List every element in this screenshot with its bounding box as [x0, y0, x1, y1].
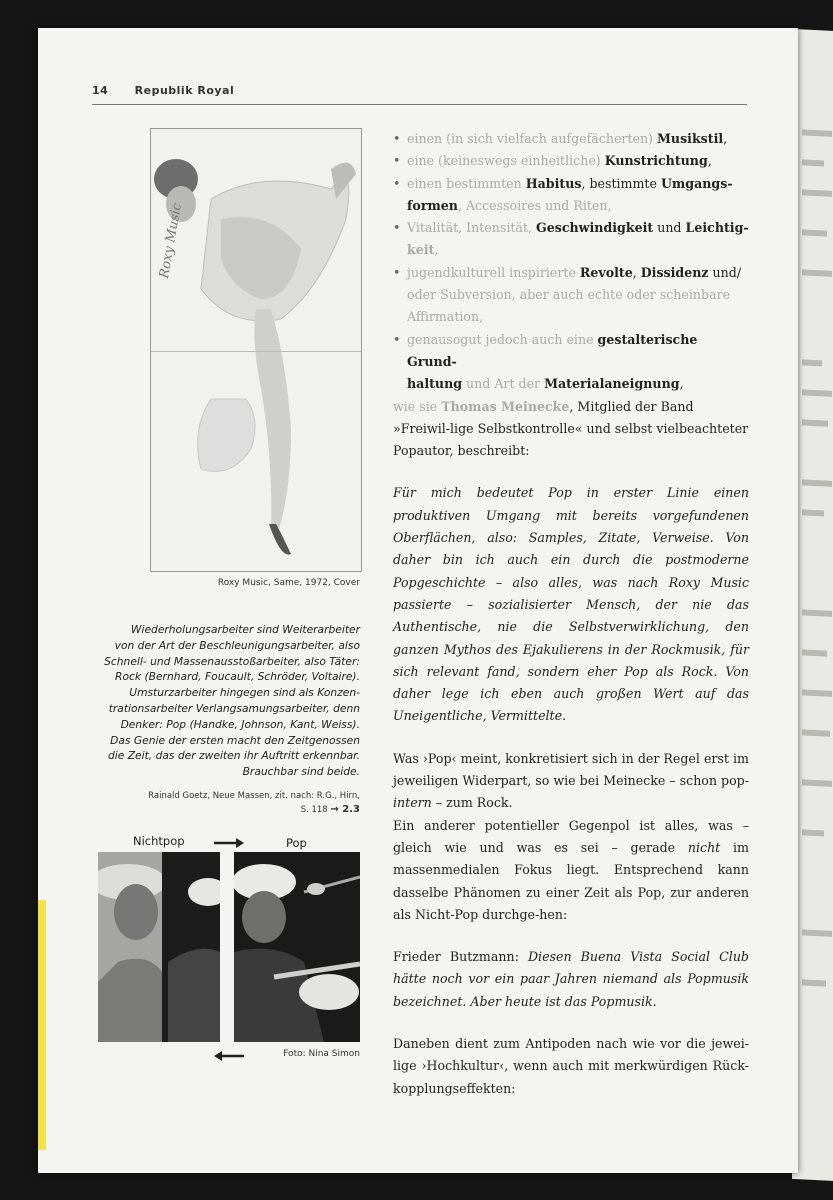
cover-caption: Roxy Music, Same, 1972, Cover [217, 578, 360, 588]
quote-source-page: S. 118 [300, 805, 328, 815]
yellow-page-edge [38, 900, 46, 1150]
quote-line: trationsarbeiter Verlangsamungsarbeiter, denn [108, 701, 360, 715]
paragraph: wie sie Thomas Meinecke, Mitglied der Band »Freiwil-lige Selbstkontrolle« und selbst vielbeachteter Popautor, beschreibt: [393, 398, 749, 459]
goetz-quote [96, 622, 360, 780]
quote-line: Umsturzarbeiter hingegen sind als Konzen- [129, 686, 360, 700]
list-item: • einen (in sich vielfach aufgefächerten) Musikstil, [393, 128, 749, 150]
running-header [92, 84, 234, 97]
page-number: 14 [92, 84, 109, 97]
header-rule [92, 104, 747, 105]
meinecke-quote: Für mich bedeutet Pop in erster Linie einen produktiven Umgang mit bereits vorgefundenen Oberflächen, also: Samples, Zitate, Verweise. Von daher bin ich auch ein durch die postmoderne Popgeschichte – also alles, was nach Roxy Music passierte – sozialisierter Mensch, der nie das Authentische, nie die Selbstverwirklichung, den ganzen Mythos des Ejakulierens in der Rockmusik, für sich relevant fand, sondern eher Pop als Rock. Von daher lege ich eben auch großen Wert auf das Uneigentliche, Vermittelte. [393, 485, 749, 724]
next-page-edge [792, 29, 833, 1181]
paragraph: Ein anderer potentieller Gegenpol ist alles, was – gleich wie und was es sei – gerade nicht im massenmedialen Fokus liegt. Entsprechend kann dasselbe Phänomen zu einer Zeit als Pop, zur anderen als Nicht-Pop durchge-hen: [393, 817, 749, 922]
nichtpop-photo [98, 852, 220, 1042]
dancer-illustration [151, 129, 361, 571]
paragraph: Daneben dient zum Antipoden nach wie vor die jewei-lige ›Hochkultur‹, wenn auch mit merkwürdigen Rück-kopplungseffekten: [393, 1035, 749, 1096]
pop-definition-list [393, 128, 749, 396]
quote-line: von der Art der Beschleunigungsarbeiter, also [114, 638, 360, 652]
label-nichtpop: Nichtpop [133, 834, 185, 848]
quote-line: Rock (Bernhard, Foucault, Schröder, Voltaire). [115, 670, 360, 684]
quote-line: Schnell- und Massenausstoßarbeiter, also Täter: [104, 654, 360, 668]
cover-fold-line [151, 351, 361, 352]
quote-source-line: Rainald Goetz, Neue Massen, zit. nach: R.G., Hirn, [148, 791, 360, 801]
list-item: • eine (keineswegs einheitliche) Kunstrichtung, [393, 150, 749, 172]
pop-photo [234, 852, 360, 1042]
quote-source [96, 790, 360, 817]
list-item: • jugendkulturell inspirierte Revolte, Dissidenz und/ oder Subversion, aber auch echte oder scheinbare Affirmation, [393, 262, 749, 329]
arrow-right-icon [214, 837, 244, 849]
cross-reference: → 2.3 [330, 804, 360, 815]
main-text-column [393, 128, 749, 1100]
quote-line: Brauchbar sind beide. [242, 765, 360, 779]
paragraph: Was ›Pop‹ meint, konkretisiert sich in der Regel erst im jeweiligen Widerpart, so wie bei Meinecke – schon pop-intern – zum Rock. [393, 750, 749, 811]
quote-line: die Zeit, das der zweiten ihr Auftritt erkennbar. [108, 749, 360, 763]
running-title: Republik Royal [134, 84, 235, 97]
list-item: • einen bestimmten Habitus, bestimmte Umgangs- formen, Accessoires und Riten, [393, 173, 749, 218]
photo-caption: Foto: Nina Simon [283, 1049, 360, 1059]
quote-line: Denker: Pop (Handke, Johnson, Kant, Weiss). [120, 717, 360, 731]
quote-line: Wiederholungsarbeiter sind Weiterarbeiter [130, 623, 360, 636]
roxy-music-cover-image [150, 128, 362, 572]
cover-signature: Roxy Music [157, 201, 186, 280]
list-item: • Vitalität, Intensität, Geschwindigkeit und Leichtig- keit, [393, 217, 749, 262]
quote-line: Das Genie der ersten macht den Zeitgenossen [110, 733, 360, 747]
list-item: • genausogut jedoch auch eine gestalterische Grund- haltung und Art der Materialaneignung, [393, 329, 749, 396]
label-pop: Pop [286, 836, 307, 850]
butzmann-quote: Frieder Butzmann: Diesen Buena Vista Social Club hätte noch vor ein paar Jahren niemand als Popmusik bezeichnet. Aber heute ist das Popmusik. [393, 949, 749, 1009]
